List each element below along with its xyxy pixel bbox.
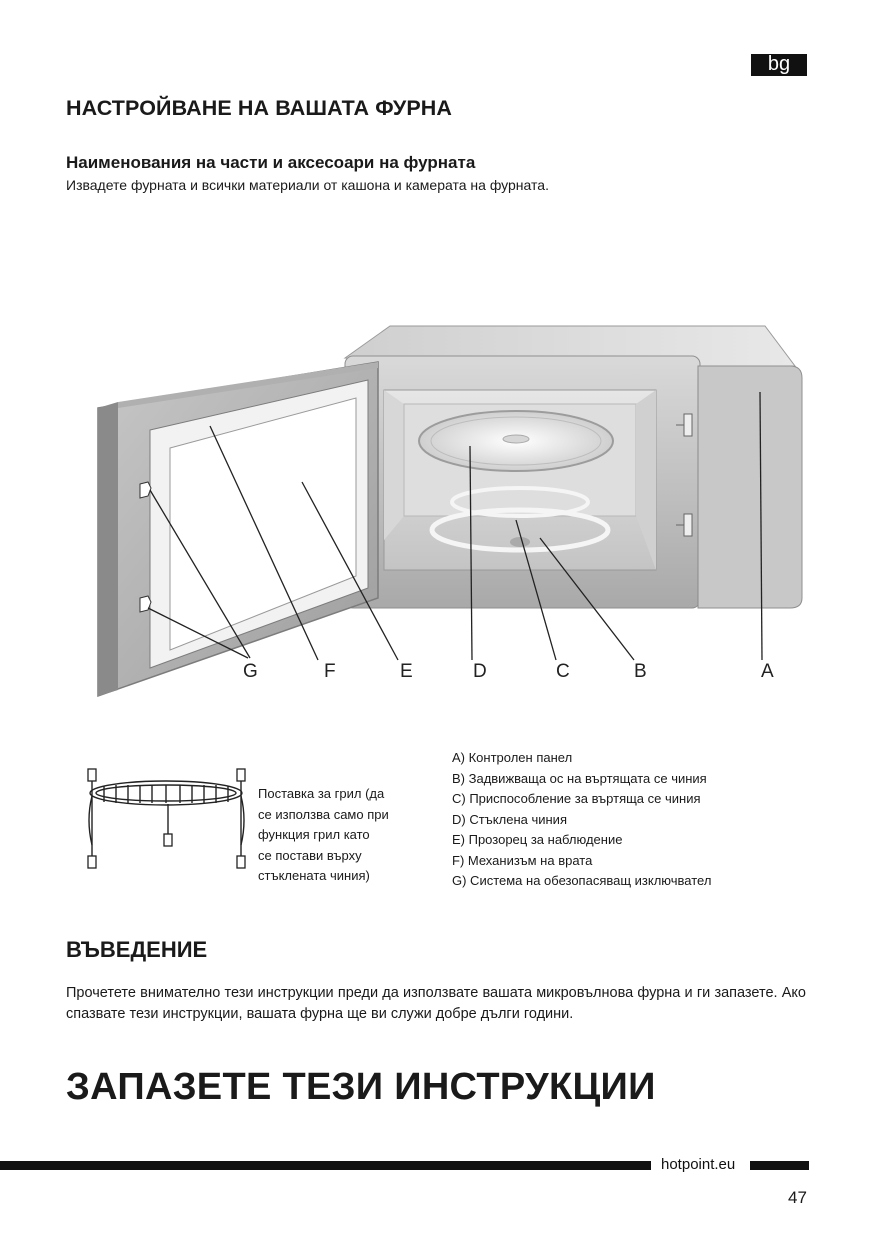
part-item: G) Система на обезопасяващ изключвател: [452, 873, 712, 888]
label-g: G: [243, 661, 258, 682]
grill-rack-caption: Поставка за грил (да се използва само при функция грил като се постави върху стъклената чиния): [258, 786, 389, 883]
label-a: A: [761, 661, 774, 682]
part-item: E) Прозорец за наблюдение: [452, 832, 623, 847]
control-panel: [698, 366, 802, 608]
intro-text: Прочетете внимателно тези инструкции преди да използвате вашата микровълнова фурна и ги запазете. Ако спазвате тези инструкции, вашата фурна ще ви служи добре дълги години.: [66, 985, 806, 1022]
part-item: F) Механизъм на врата: [452, 852, 593, 868]
label-b: B: [634, 661, 647, 682]
drive-shaft: [510, 537, 530, 547]
page-title: НАСТРОЙВАНЕ НА ВАШАТА ФУРНА: [66, 96, 453, 120]
part-item: C) Приспособление за въртяща се чиния: [452, 791, 701, 806]
section-subtext: Извадете фурната и всички материали от кашона и камерата на фурната.: [66, 177, 549, 193]
latch-upper: [684, 414, 692, 436]
brand-url: hotpoint.eu: [661, 1156, 736, 1173]
language-badge: bg: [751, 54, 807, 76]
part-item: A) Контролен панел: [452, 750, 573, 765]
label-f: F: [324, 661, 336, 682]
part-item: B) Задвижваща ос на въртящата се чиния: [452, 770, 707, 786]
grill-rack-diagram: [80, 764, 260, 874]
page-number: 47: [788, 1188, 807, 1207]
intro-heading: ВЪВЕДЕНИЕ: [66, 937, 208, 962]
parts-list: [452, 748, 711, 892]
footer-rule-right: [750, 1161, 809, 1170]
save-instructions-heading: ЗАПАЗЕТЕ ТЕЗИ ИНСТРУКЦИИ: [66, 1066, 656, 1108]
label-d: D: [473, 661, 487, 682]
oven-diagram: [90, 318, 810, 700]
label-c: C: [556, 661, 570, 682]
latch-lower: [684, 514, 692, 536]
label-e: E: [400, 661, 413, 682]
part-item: D) Стъклена чиния: [452, 811, 567, 827]
section-subtitle: Наименования на части и аксесоари на фурната: [66, 153, 476, 172]
footer-rule-left: [0, 1161, 651, 1170]
